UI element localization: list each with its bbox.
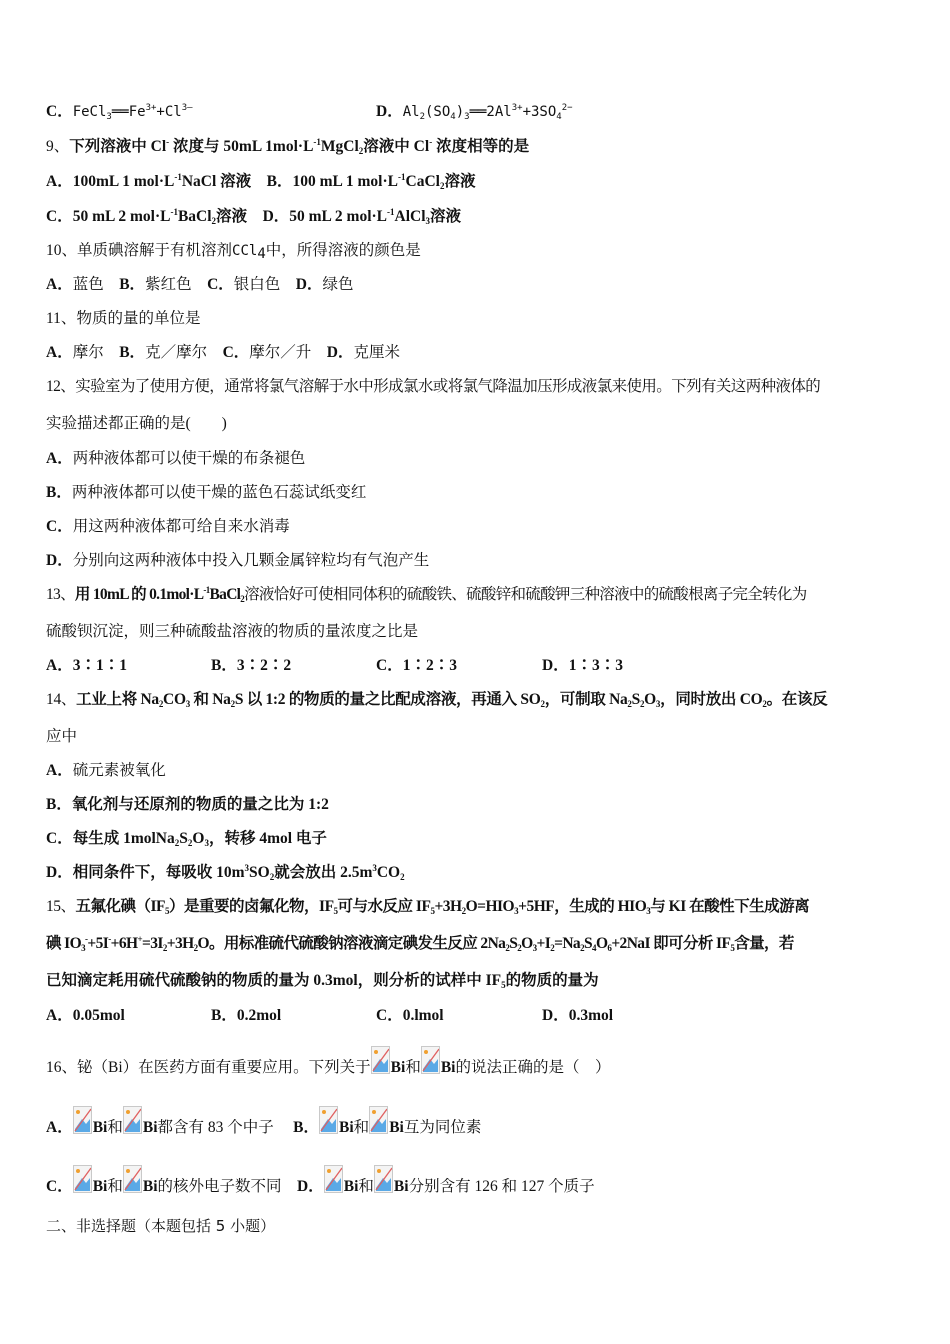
q13-option-a: A．3∶1∶1 <box>46 657 127 674</box>
q11-options <box>46 343 400 363</box>
q11-option-c: C．摩尔／升 <box>222 344 312 361</box>
q9-options-cd <box>46 207 461 227</box>
q13-option-c: C．1∶2∶3 <box>376 657 457 674</box>
q12-option-c: C．用这两种液体都可给自来水消毒 <box>46 518 290 535</box>
q16-options-cd <box>46 1165 595 1201</box>
broken-image-icon <box>319 1106 338 1134</box>
question-number: 11、 <box>46 310 77 327</box>
broken-image-icon <box>374 1165 393 1193</box>
q13-stem-line1: 13、用 10mL 的 $0.1mol\cdot L^{-1}BaCl_2$溶液恰好可使相同体积的硫酸铁、硫酸锌和硫酸钾三种溶液中的硫酸根离子完全转化为 <box>46 585 807 604</box>
q12-stem-line1: 12、实验室为了使用方便，通常将氯气溶解于水中形成氯水或将氯气降温加压形成液氯来使用。下列有关这两种液体的 <box>46 378 821 395</box>
q10-option-b: B．紫红色 <box>119 276 192 293</box>
q12-option-d: D．分别向这两种液体中投入几颗金属锌粒均有气泡产生 <box>46 552 430 569</box>
q12-stem-line2: 实验描述都正确的是( ) <box>46 415 227 432</box>
q15-stem-line2: 碘 $IO_3^-+5I^-+6H^+=3I_2+3H_2O$。用标准硫代硫酸钠溶液滴定碘发生反应 $2Na_2S_2O_3+I_2=Na_2S_4O_6+2NaI$ 即可分析 $IF_5$含量，若 <box>46 934 794 953</box>
q11-option-b: B．克／摩尔 <box>119 344 208 361</box>
broken-image-icon <box>123 1165 142 1193</box>
broken-image-icon <box>324 1165 343 1193</box>
q13-option-d: D．1∶3∶3 <box>542 657 623 674</box>
q15-option-a: A．0.05mol <box>46 1007 125 1024</box>
question-number: 9、 <box>46 138 70 155</box>
q9-stem: 9、下列溶液中 Cl- 浓度与 50mL $1mol\cdot L^{-1}MgCl_2$溶液中 Cl- 浓度相等的是 <box>46 137 530 156</box>
q10-options <box>46 275 354 295</box>
broken-image-icon <box>369 1106 388 1134</box>
broken-image-icon <box>123 1106 142 1134</box>
q9-option-b: B．100 mL 1 $mol\cdot L^{-1}CaCl_2$溶液 <box>266 172 476 191</box>
q11-option-d: D．克厘米 <box>326 344 401 361</box>
broken-image-icon <box>73 1106 92 1134</box>
q15-stem-line3: 已知滴定耗用硫代硫酸钠的物质的量为 0.3mol，则分析的试样中 $IF_5$的物质的量为 <box>46 972 599 990</box>
q15-stem-line1: 15、五氟化碘$(IF_5)$是重要的卤氟化物，$IF_5$可与水反应 $IF_5+3H_2O=HIO_3+5HF$，生成的 $HIO_3$与 KI 在酸性下生成游离 <box>46 898 810 916</box>
broken-image-icon <box>73 1165 92 1193</box>
q15-option-d: D．0.3mol <box>542 1007 614 1024</box>
q16-stem: 16、铋（Bi）在医药方面有重要应用。下列关于 Bi和 Bi的说法正确的是（ ） <box>46 1046 611 1082</box>
question-number: 13、 <box>46 586 75 603</box>
question-number: 16、 <box>46 1059 78 1076</box>
q16-options-ab <box>46 1106 481 1142</box>
q11-stem: 11、物质的量的单位是 <box>46 310 201 327</box>
formula: $FeCl_3══Fe^{3+}+Cl^{3—}$ <box>72 103 193 122</box>
q14-option-c: C．每生成 $1molNa_2S_2O_3$，转移 4mol 电子 <box>46 830 327 848</box>
q9-option-d: D．50 mL 2 $mol\cdot L^{-1}AlCl_3$溶液 <box>262 207 462 226</box>
broken-image-icon <box>371 1046 390 1074</box>
option-label: C． <box>46 103 73 120</box>
q9-option-c: C．50 mL 2 $mol\cdot L^{-1}BaCl_2$溶液 <box>46 207 248 226</box>
formula: $Al_2(SO_4)_3══2Al^{3+}+3SO_4^{2-}$ <box>402 103 573 122</box>
q10-stem: 10、单质碘溶解于有机溶剂CCl$_4$中，所得溶液的颜色是 <box>46 242 421 262</box>
q10-option-d: D．绿色 <box>295 276 354 293</box>
q12-option-b: B．两种液体都可以使干燥的蓝色石蕊试纸变红 <box>46 484 367 501</box>
q8-option-d <box>376 102 573 122</box>
q16-option-b: B． Bi和 Bi互为同位素 <box>293 1119 481 1136</box>
q16-option-d: D． Bi和 Bi分别含有 126 和 127 个质子 <box>297 1178 595 1195</box>
section-heading: 二、非选择题（本题包括 5 小题） <box>46 1217 276 1235</box>
q13-option-b: B．3∶2∶2 <box>211 657 292 674</box>
q14-option-d: D．相同条件下，每吸收 $10m^3SO_2$就会放出 $2.5m^3CO_2$ <box>46 863 405 882</box>
q16-option-a: A． Bi和 Bi都含有 83 个中子 <box>46 1119 274 1136</box>
q14-option-b: B．氧化剂与还原剂的物质的量之比为 1:2 <box>46 796 329 813</box>
q15-option-c: C．0.lmol <box>376 1007 444 1024</box>
q8-option-c <box>46 102 193 122</box>
q14-stem-line1: 14、工业上将 $Na_2CO_3$ 和 $Na_2S$ 以 1:2 的物质的量之比配成溶液，再通入 $SO_2$，可制取 $Na_2S_2O_3$，同时放出 $CO_2$。在该反 <box>46 691 828 709</box>
q16-option-c: C． Bi和 Bi的核外电子数不同 <box>46 1178 282 1195</box>
q13-stem-line2: 硫酸钡沉淀，则三种硫酸盐溶液的物质的量浓度之比是 <box>46 623 419 640</box>
q12-option-a: A．两种液体都可以使干燥的布条褪色 <box>46 450 306 467</box>
question-number: 14、 <box>46 691 77 708</box>
broken-image-icon <box>421 1046 440 1074</box>
question-number: 10、 <box>46 242 78 259</box>
question-number: 15、 <box>46 898 76 915</box>
q9-option-a: A．100mL 1 $mol\cdot L^{-1}NaCl$ 溶液 <box>46 172 252 190</box>
q14-option-a: A．硫元素被氧化 <box>46 762 166 779</box>
option-label: D． <box>376 103 403 120</box>
q10-option-a: A．蓝色 <box>46 276 104 293</box>
question-number: 12、 <box>46 378 76 395</box>
q10-option-c: C．银白色 <box>207 276 281 293</box>
q11-option-a: A．摩尔 <box>46 344 104 361</box>
q15-option-b: B．0.2mol <box>211 1007 282 1024</box>
q9-options-ab <box>46 172 475 192</box>
q14-stem-line2: 应中 <box>46 728 78 745</box>
